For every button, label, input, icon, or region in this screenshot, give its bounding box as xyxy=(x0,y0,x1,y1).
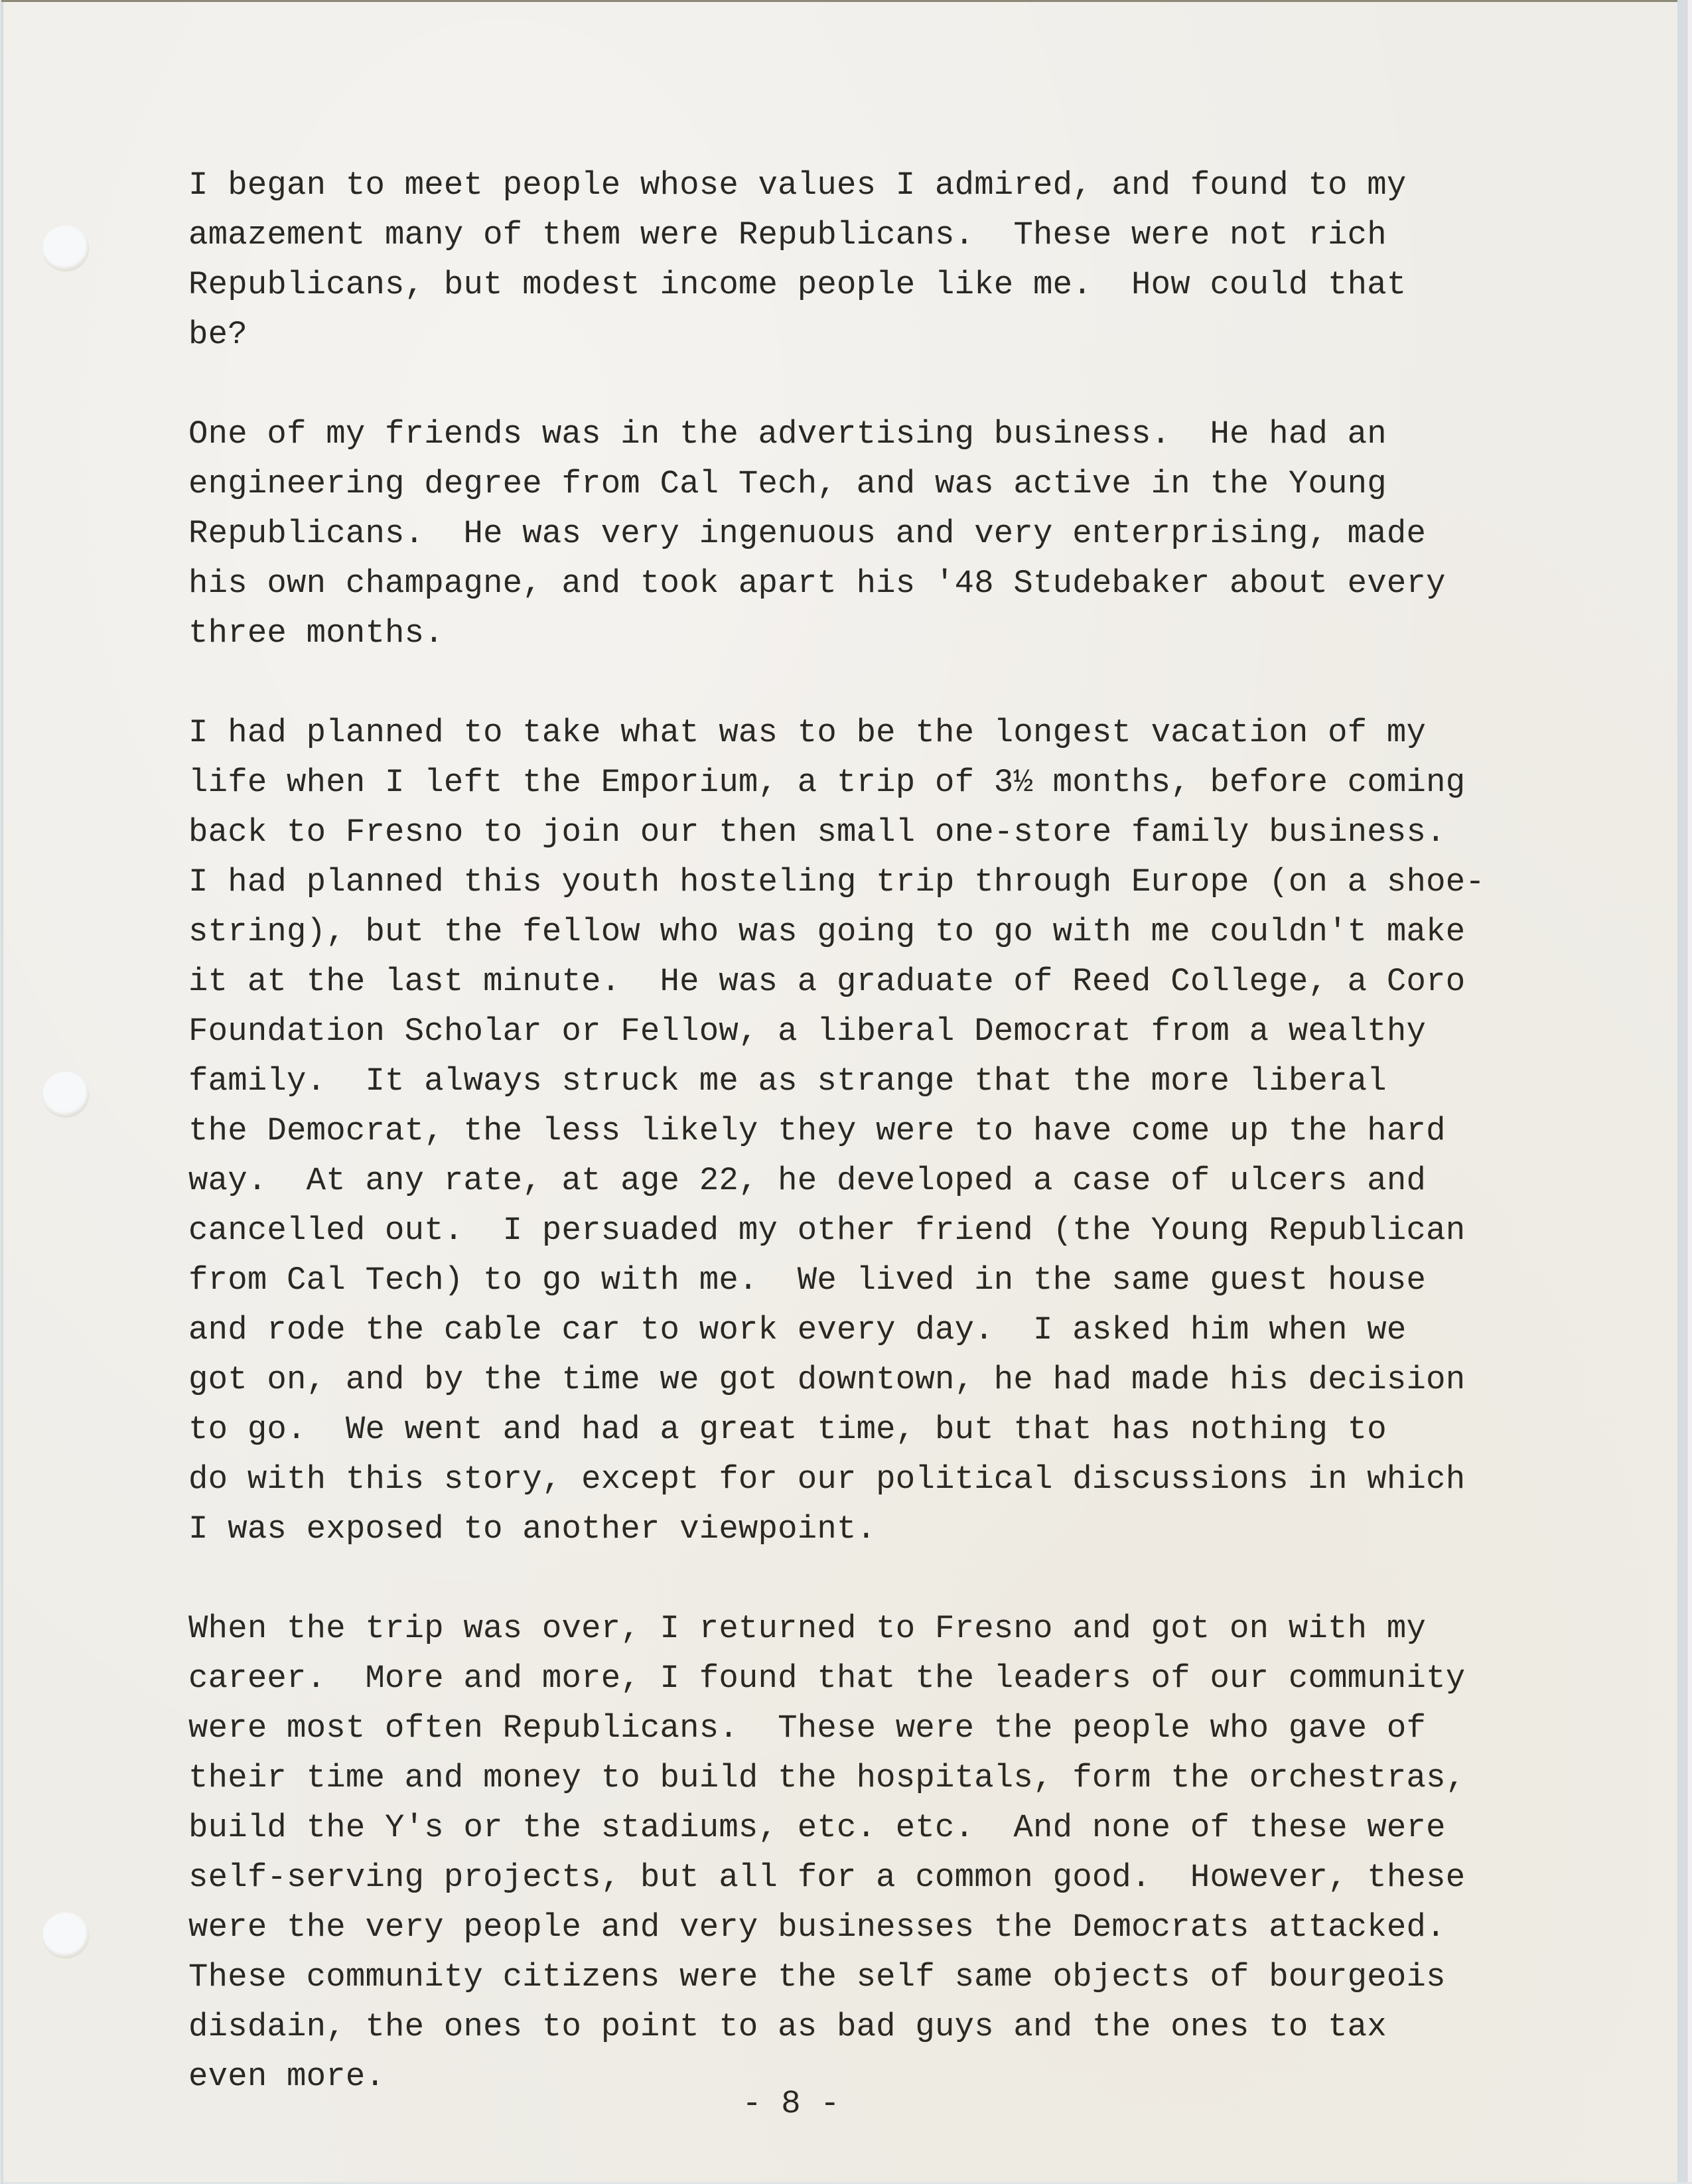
page-number: - 8 - xyxy=(742,2085,840,2122)
text-line: I was exposed to another viewpoint. xyxy=(188,1510,877,1548)
text-line: the Democrat, the less likely they were to have come up the hard xyxy=(188,1112,1446,1149)
paragraph-1 xyxy=(188,161,1582,360)
text-line: from Cal Tech) to go with me. We lived in the same guest house xyxy=(188,1262,1427,1299)
text-line: I had planned this youth hosteling trip through Europe (on a shoe- xyxy=(188,863,1485,901)
text-line: to go. We went and had a great time, but that has nothing to xyxy=(188,1411,1387,1448)
text-line: were most often Republicans. These were the people who gave of xyxy=(188,1710,1427,1747)
text-line: One of my friends was in the advertising business. He had an xyxy=(188,415,1387,453)
text-line: I had planned to take what was to be the longest vacation of my xyxy=(188,714,1427,751)
text-line: way. At any rate, at age 22, he developed a case of ulcers and xyxy=(188,1162,1427,1199)
text-line: three months. xyxy=(188,615,444,652)
paper-page xyxy=(1,0,1677,2182)
text-line: back to Fresno to join our then small one-store family business. xyxy=(188,814,1446,851)
paragraph-3 xyxy=(188,708,1582,1554)
text-line: his own champagne, and took apart his '48 Studebaker about every xyxy=(188,565,1446,602)
text-line: got on, and by the time we got downtown, he had made his decision xyxy=(188,1361,1466,1398)
text-line: I began to meet people whose values I admired, and found to my xyxy=(188,167,1407,204)
punch-hole-bottom xyxy=(42,1913,89,1958)
text-line: were the very people and very businesses the Democrats attacked. xyxy=(188,1909,1446,1946)
text-line: Republicans. He was very ingenuous and very enterprising, made xyxy=(188,515,1427,552)
text-line: Foundation Scholar or Fellow, a liberal Democrat from a wealthy xyxy=(188,1013,1427,1050)
text-line: cancelled out. I persuaded my other friend (the Young Republican xyxy=(188,1212,1466,1249)
punch-hole-middle xyxy=(42,1072,89,1117)
paragraph-4 xyxy=(188,1604,1582,2102)
text-line: it at the last minute. He was a graduate of Reed College, a Coro xyxy=(188,963,1466,1000)
text-line: build the Y's or the stadiums, etc. etc. And none of these were xyxy=(188,1809,1446,1846)
text-line: Republicans, but modest income people like me. How could that xyxy=(188,266,1407,303)
text-line: their time and money to build the hospitals, form the orchestras, xyxy=(188,1759,1466,1796)
text-line: life when I left the Emporium, a trip of 3½ months, before coming xyxy=(188,764,1466,801)
text-line: amazement many of them were Republicans. These were not rich xyxy=(188,216,1387,254)
text-line: be? xyxy=(188,316,247,353)
text-line: do with this story, except for our political discussions in which xyxy=(188,1461,1466,1498)
text-line: string), but the fellow who was going to go with me couldn't make xyxy=(188,913,1466,950)
text-line: even more. xyxy=(188,2058,386,2095)
punch-hole-top xyxy=(42,226,89,271)
text-line: These community citizens were the self same objects of bourgeois xyxy=(188,1958,1446,1996)
text-line: career. More and more, I found that the leaders of our community xyxy=(188,1660,1466,1697)
text-line: engineering degree from Cal Tech, and was active in the Young xyxy=(188,465,1387,502)
body-text xyxy=(188,161,1582,2151)
text-line: disdain, the ones to point to as bad guys and the ones to tax xyxy=(188,2008,1387,2045)
paper-left-edge xyxy=(1,2,3,2184)
text-line: and rode the cable car to work every day. I asked him when we xyxy=(188,1311,1407,1348)
text-line: self-serving projects, but all for a common good. However, these xyxy=(188,1859,1466,1896)
text-line: family. It always struck me as strange that the more liberal xyxy=(188,1062,1387,1100)
paragraph-2 xyxy=(188,409,1582,658)
text-line: When the trip was over, I returned to Fresno and got on with my xyxy=(188,1610,1427,1647)
scan-background-edge xyxy=(1677,0,1692,2182)
